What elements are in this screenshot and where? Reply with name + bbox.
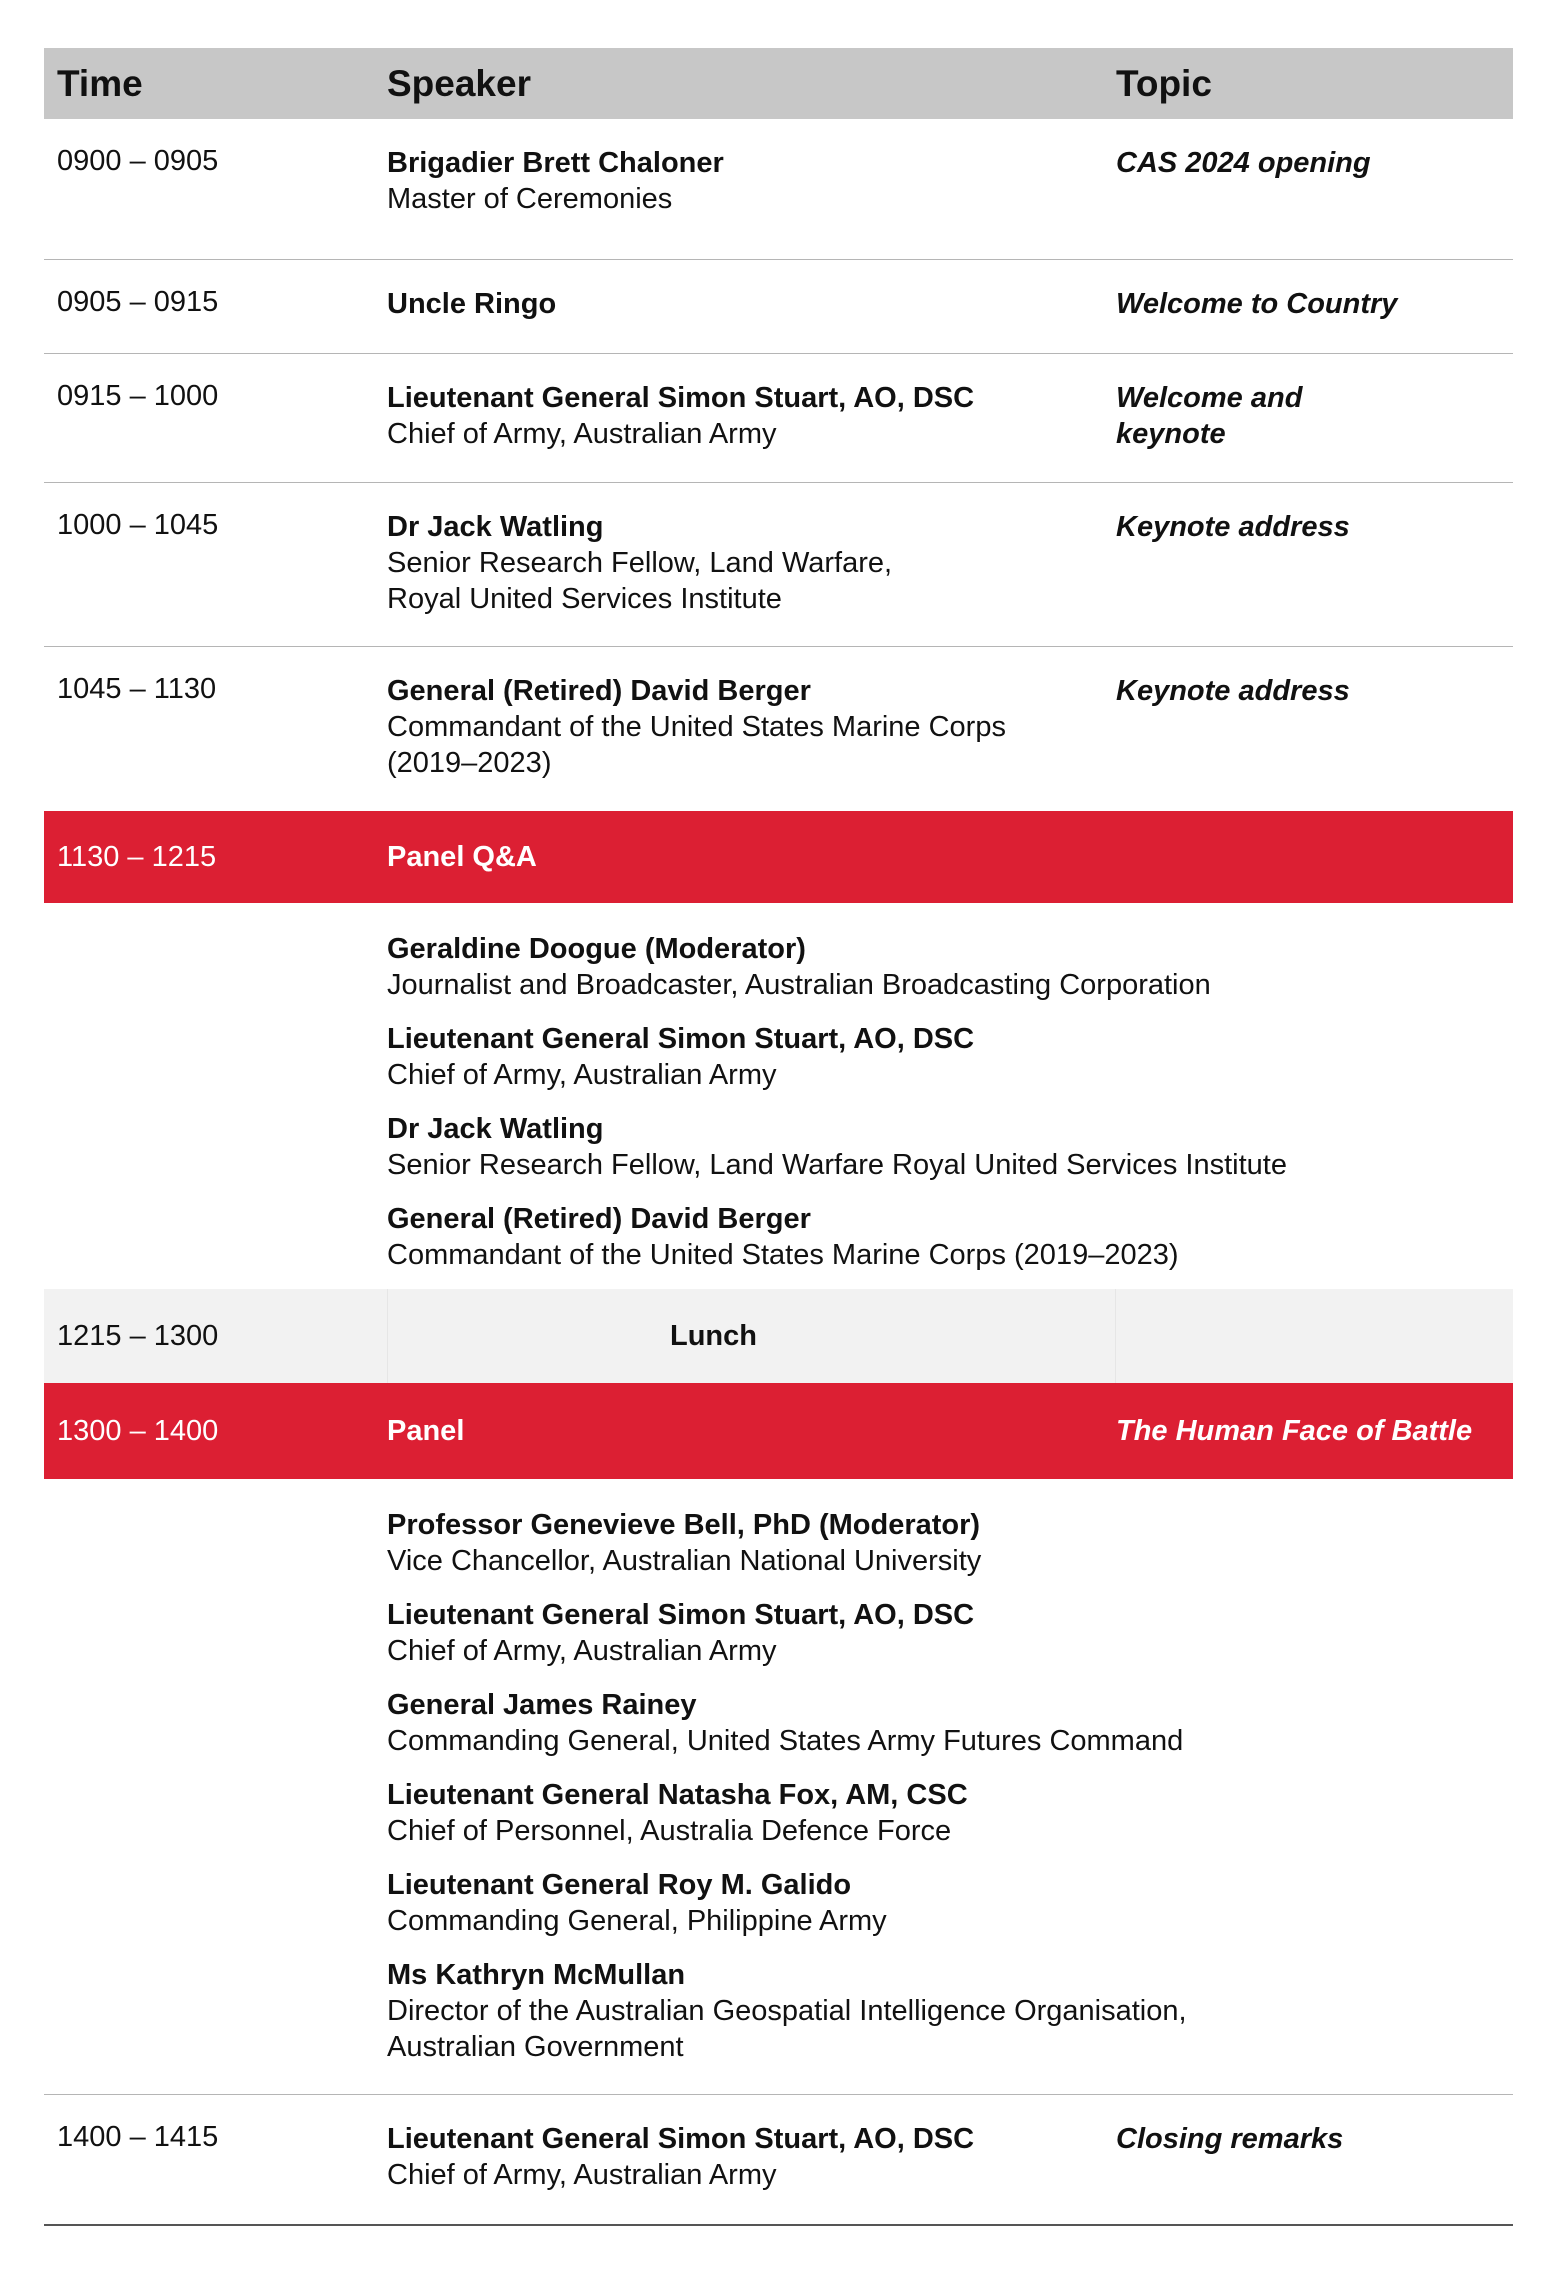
session-time: 1215 – 1300 [57,1319,219,1352]
table-row [44,260,1513,354]
panel-qa-banner [44,811,1513,903]
table-row [44,119,1513,260]
member-role: Chief of Personnel, Australia Defence Force [387,1815,952,1847]
session-time: 1400 – 1415 [57,2121,219,2153]
session-time: 1045 – 1130 [57,673,217,705]
header-speaker: Speaker [387,62,531,104]
lunch-row [44,1289,1513,1383]
speaker-name: Lieutenant General Simon Stuart, AO, DSC [387,382,975,414]
panel-member [387,1021,1513,1093]
member-name: General James Rainey [387,1689,697,1721]
session-topic: Welcome to Country [1116,288,1398,320]
table-row [44,647,1513,811]
speaker-cell [387,354,1116,482]
table-row [44,2095,1513,2226]
session-topic [1116,354,1513,482]
speaker-cell [387,647,1116,811]
member-name: Professor Genevieve Bell, PhD (Moderator) [387,1509,981,1541]
member-name: Lieutenant General Natasha Fox, AM, CSC [387,1779,968,1811]
topic-line: Welcome and [1116,382,1303,414]
member-role: Commandant of the United States Marine Corps (2019–2023) [387,1239,1179,1271]
member-role: Commanding General, Philippine Army [387,1905,887,1937]
member-role: Journalist and Broadcaster, Australian Broadcasting Corporation [387,969,1211,1001]
session-topic: Closing remarks [1116,2123,1344,2155]
speaker-name: Lieutenant General Simon Stuart, AO, DSC [387,2123,975,2155]
panel-member [387,1111,1513,1183]
member-role-line: Director of the Australian Geospatial Intelligence Organisation, [387,1995,1187,2027]
speaker-role-line: Senior Research Fellow, Land Warfare, [387,547,893,579]
member-role-line: Australian Government [387,2031,684,2063]
session-time: 0900 – 0905 [57,145,219,177]
speaker-role: Master of Ceremonies [387,183,673,215]
member-name: Geraldine Doogue (Moderator) [387,933,806,965]
speaker-role-line: Royal United Services Institute [387,583,782,615]
topic-line: keynote [1116,418,1226,450]
member-role: Senior Research Fellow, Land Warfare Royal United Services Institute [387,1149,1287,1181]
member-role: Vice Chancellor, Australian National University [387,1545,982,1577]
session-time: 0905 – 0915 [57,286,219,318]
session-topic: Keynote address [1116,675,1350,707]
panel-members [44,903,1513,1289]
table-header [44,48,1513,119]
table-row [44,483,1513,647]
panel-member [387,1687,1513,1759]
member-name: Dr Jack Watling [387,1113,604,1145]
panel-member [387,1957,1513,2065]
panel-banner [44,1383,1513,1479]
speaker-role-line: (2019–2023) [387,747,552,779]
speaker-name: Uncle Ringo [387,288,557,320]
speaker-role: Chief of Army, Australian Army [387,2159,777,2191]
panel-label: Panel Q&A [387,841,537,873]
speaker-role-line: Commandant of the United States Marine Corps [387,711,1006,743]
speaker-name: Dr Jack Watling [387,511,604,543]
member-name: Lieutenant General Simon Stuart, AO, DSC [387,1599,975,1631]
panel-label: Panel [387,1415,465,1447]
panel-members [44,1479,1513,2095]
session-time: 0915 – 1000 [57,380,219,412]
session-topic: Keynote address [1116,511,1350,543]
header-topic: Topic [1116,62,1212,104]
member-name: Ms Kathryn McMullan [387,1959,686,1991]
session-time: 1000 – 1045 [57,509,219,541]
member-role: Chief of Army, Australian Army [387,1635,777,1667]
session-topic: CAS 2024 opening [1116,147,1371,179]
speaker-role: Chief of Army, Australian Army [387,418,777,450]
panel-member [387,1201,1513,1273]
lunch-label: Lunch [387,1289,1116,1383]
session-time: 1130 – 1215 [57,840,217,873]
speaker-cell [387,2095,1116,2224]
panel-member [387,1597,1513,1669]
table-row [44,354,1513,483]
member-name: Lieutenant General Simon Stuart, AO, DSC [387,1023,975,1055]
schedule-table [44,48,1513,2226]
member-role: Chief of Army, Australian Army [387,1059,777,1091]
session-time: 1300 – 1400 [57,1414,219,1447]
session-topic: The Human Face of Battle [1116,1415,1473,1447]
speaker-cell [387,483,1116,646]
panel-member [387,931,1513,1003]
speaker-name: Brigadier Brett Chaloner [387,147,724,179]
member-name: Lieutenant General Roy M. Galido [387,1869,852,1901]
member-role: Commanding General, United States Army Futures Command [387,1725,1184,1757]
panel-member [387,1867,1513,1939]
member-name: General (Retired) David Berger [387,1203,811,1235]
speaker-name: General (Retired) David Berger [387,675,811,707]
speaker-cell [387,260,1116,353]
header-time: Time [57,62,143,104]
panel-member [387,1777,1513,1849]
speaker-cell [387,119,1116,259]
panel-member [387,1507,1513,1579]
